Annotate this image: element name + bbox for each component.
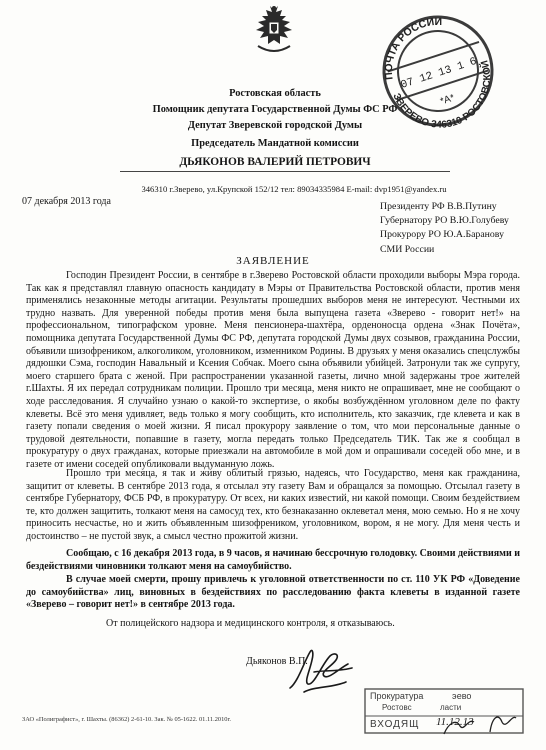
registration-line-2: Ростовс [382,703,412,712]
addressee-president: Президенту РФ В.В.Путину [380,201,497,212]
header-name: ДЬЯКОНОВ ВАЛЕРИЙ ПЕТРОВИЧ [179,156,371,168]
paragraph-2-text: Прошло три месяца, я так и живу облитый грязью, надеясь, что Государство, меня как гражданина, защитит от клеветы. В сентябре 2013 года, я отсылал эту газету Вам и обращался за помощью. Отсылал газету в сентябре Губернатору, ФСБ РФ, в прокуратуру. От всех, ни каких известий, ни какой помощи. Своим бездействием те, кто должен защитить, толкают меня на самосуд тех, кто безнаказанно оклеветал меня, мою семью. Но я не хочу приносить несчастье, но и жить объявленным шизофреником, уголовником, вором, я не могу. Для меня честь и достоинство – не пустой звук, а смысл честно прожитой жизни. [26,468,520,542]
postmark-date: 07 12 13 1 6 [399,55,479,92]
header-region: Ростовская область [229,88,321,99]
postmark-stamp [372,8,504,134]
header-divider [120,171,450,172]
printer-footer: ЗАО «Полиграфист», г. Шахты. (86362) 2-61-10. Зак. № 05-1622. 01.11.2010г. [22,716,231,723]
addressee-prosecutor: Прокурору РО Ю.А.Баранову [380,229,504,241]
document-title: ЗАЯВЛЕНИЕ [236,255,310,267]
paragraph-5 [26,618,520,631]
addressee-governor: Губернатору РО В.Ю.Голубеву [380,215,509,227]
signature-name: Дьяконов В.П. [246,656,308,667]
paragraph-5-text: От полицейского надзора и медицинского контроля, я отказываюсь. [106,618,395,629]
registration-stamp [364,688,526,736]
paragraph-4-text: В случае моей смерти, прошу привлечь к уголовной ответственности по ст. 110 УК РФ «Доведение до самоубийства» лиц, виновных в бездействиях по расследованию факта клеветы в изданной газете «Зверево – говорит нет!» в сентябре 2013 года. [26,574,520,611]
paragraph-1 [26,270,520,472]
paragraph-1-text: Господин Президент России, в сентябре в г.Зверево Ростовской области проходили выборы Мэра города. Так как я представлял главную опасность кандидату в Мэры от Правительства Ростовской области, против меня применялись незаконные методы агитации. Результаты прошедших выборов меня не интересуют. Честными их трудно назвать. Для уверенной победы против меня была выпущена газета «Зверево - говорит нет!» на профессиональном, типографском уровне. Меня пенсионера-шахтёра, орденоносца ордена «Знак Почёта», помощника депутата Государственной Думы ФС РФ, депутата городской Думы двух созывов, гражданина России, объявили шизофреником, алкоголиком, уголовником, изменником Родины. В друзьях у меня оказались спецслужбы дядюшки Сэма, господин Навальный и Ксения Собчак. Моего сына объявили убийцей. Затронули так же супругу, моего старшего брата с женой. При распространении указанной газеты, лично мной задержаны трое жителей г.Шахты. Я их передал сотрудникам полиции. Прошло три месяца, меня никто не опрашивает, мне не сообщают о ходе расследования. Я случайно узнаю о какой-то экспертизе, о якобы возбуждённом уголовном деле по факту клеветы. Всё это меня удивляет, ведь только я могу сообщить, кто исполнитель, кто заказчик, где клевета и как в газету попали сведения о моей жизни. Я писал прокурору заявление о том, что мои персональные данные о трудовой деятельности, попавшие в газету, могла передать только Председатель ТИК. Так же я сообщал в прокуратуру о двух гражданах, которые приезжали на автомобиле в мой дом и опрашивали соседей обо мне, и в газете от имени соседей опубликовали выдуманную ложь. [26,270,520,470]
paragraph-3-text: Сообщаю, с 16 декабря 2013 года, в 9 часов, я начинаю бессрочную голодовку. Своими действиями и бездействиями чиновники толкают меня на самоубийство. [26,548,520,572]
postmark-top-text: ПОЧТА РОССИИ [382,15,443,81]
header-deputy: Депутат Зверевской городской Думы [187,120,363,131]
header-assistant: Помощник депутата Государственной Думы ФС РФ [152,104,398,115]
postmark-side-text: ЗВЕРЕВО 346310 РОСТОВСКОЙ [390,58,494,131]
paragraph-2 [26,468,520,544]
handwritten-signature [284,642,358,698]
coat-of-arms-icon [250,4,298,58]
header-chairman: Председатель Мандатной комиссии [191,138,359,149]
postmark-mark: *А* [438,92,456,108]
paragraph-4 [26,574,520,612]
addressee-media: СМИ России [380,243,435,255]
addressee-list [380,200,540,257]
registration-line-3: ВХОДЯЩ [370,719,420,730]
registration-handwritten-date: 11.12.13 [436,716,474,728]
registration-line-1: Прокуратура [370,691,424,701]
registration-line-2-tail: ласти [440,703,462,712]
registration-line-1-tail: эево [452,691,472,701]
header-contact: 346310 г.Зверево, ул.Крупской 152/12 тел: 89034335984 E-mail: dvp1951@yandex.ru [141,184,447,194]
document-date: 07 декабря 2013 года [22,196,111,207]
paragraph-3 [26,548,520,573]
